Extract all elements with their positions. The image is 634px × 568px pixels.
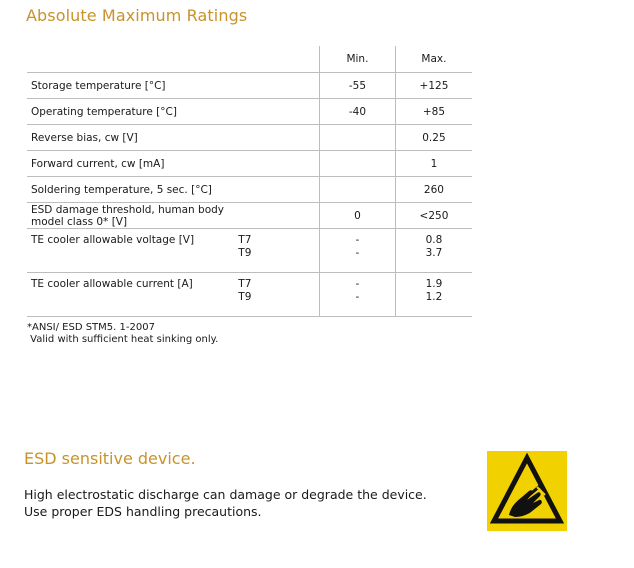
param-cell: Operating temperature [°C] <box>27 99 238 125</box>
max-cell: 1 <box>395 151 472 177</box>
variant-cell <box>238 99 319 125</box>
variant-cell <box>238 273 319 317</box>
table-row-cooler-voltage <box>27 229 472 273</box>
table-row <box>27 203 472 229</box>
max-cell: 260 <box>395 177 472 203</box>
max-cell <box>395 273 472 317</box>
variant-cell <box>238 151 319 177</box>
table-header-row <box>27 46 472 73</box>
esd-warning-icon <box>487 451 567 531</box>
variant-t7: T7 <box>238 278 252 290</box>
min-cell: 0 <box>319 203 395 229</box>
param-cell: Reverse bias, cw [V] <box>27 125 238 151</box>
footnote-note: Valid with sufficient heat sinking only. <box>27 334 219 345</box>
footnote-standard: *ANSI/ ESD STM5. 1-2007 <box>27 322 155 333</box>
min-t7: - <box>355 234 360 246</box>
variant-cell <box>238 73 319 99</box>
table-row <box>27 73 472 99</box>
max-cell: +125 <box>395 73 472 99</box>
min-cell <box>319 273 395 317</box>
min-cell <box>319 177 395 203</box>
min-cell <box>319 151 395 177</box>
table-row <box>27 99 472 125</box>
min-t7: - <box>355 278 360 290</box>
table-row <box>27 177 472 203</box>
variant-cell <box>238 125 319 151</box>
esd-line-1: High electrostatic discharge can damage or degrade the device. <box>24 487 427 502</box>
section-title: Absolute Maximum Ratings <box>26 6 248 25</box>
param-cell: TE cooler allowable current [A] <box>27 273 238 317</box>
ratings-table <box>27 46 472 317</box>
min-t9: - <box>355 291 360 303</box>
variant-t9: T9 <box>238 291 252 303</box>
esd-description <box>24 486 427 520</box>
esd-line-2: Use proper EDS handling precautions. <box>24 504 262 519</box>
max-cell: +85 <box>395 99 472 125</box>
param-cell: Storage temperature [°C] <box>27 73 238 99</box>
param-header <box>27 46 238 73</box>
param-cell: Soldering temperature, 5 sec. [°C] <box>27 177 238 203</box>
variant-t9: T9 <box>238 247 252 259</box>
variant-cell <box>238 229 319 273</box>
param-cell: ESD damage threshold, human body model class 0* [V] <box>27 203 238 229</box>
max-header: Max. <box>395 46 472 73</box>
min-cell: -40 <box>319 99 395 125</box>
variant-t7: T7 <box>238 234 252 246</box>
esd-hand-triangle-icon <box>487 451 567 531</box>
esd-title: ESD sensitive device. <box>24 449 196 468</box>
variant-cell <box>238 177 319 203</box>
param-cell: TE cooler allowable voltage [V] <box>27 229 238 273</box>
min-cell: -55 <box>319 73 395 99</box>
min-cell <box>319 229 395 273</box>
table-row-cooler-current <box>27 273 472 317</box>
variant-cell <box>238 203 319 229</box>
param-cell: Forward current, cw [mA] <box>27 151 238 177</box>
min-cell <box>319 125 395 151</box>
footnote <box>27 322 218 346</box>
max-t7: 1.9 <box>425 278 443 290</box>
max-t9: 3.7 <box>425 247 443 259</box>
table-row <box>27 125 472 151</box>
min-header: Min. <box>319 46 395 73</box>
max-cell: <250 <box>395 203 472 229</box>
max-t9: 1.2 <box>425 291 443 303</box>
max-cell: 0.25 <box>395 125 472 151</box>
variant-header <box>238 46 319 73</box>
max-t7: 0.8 <box>425 234 443 246</box>
table-row <box>27 151 472 177</box>
max-cell <box>395 229 472 273</box>
min-t9: - <box>355 247 360 259</box>
